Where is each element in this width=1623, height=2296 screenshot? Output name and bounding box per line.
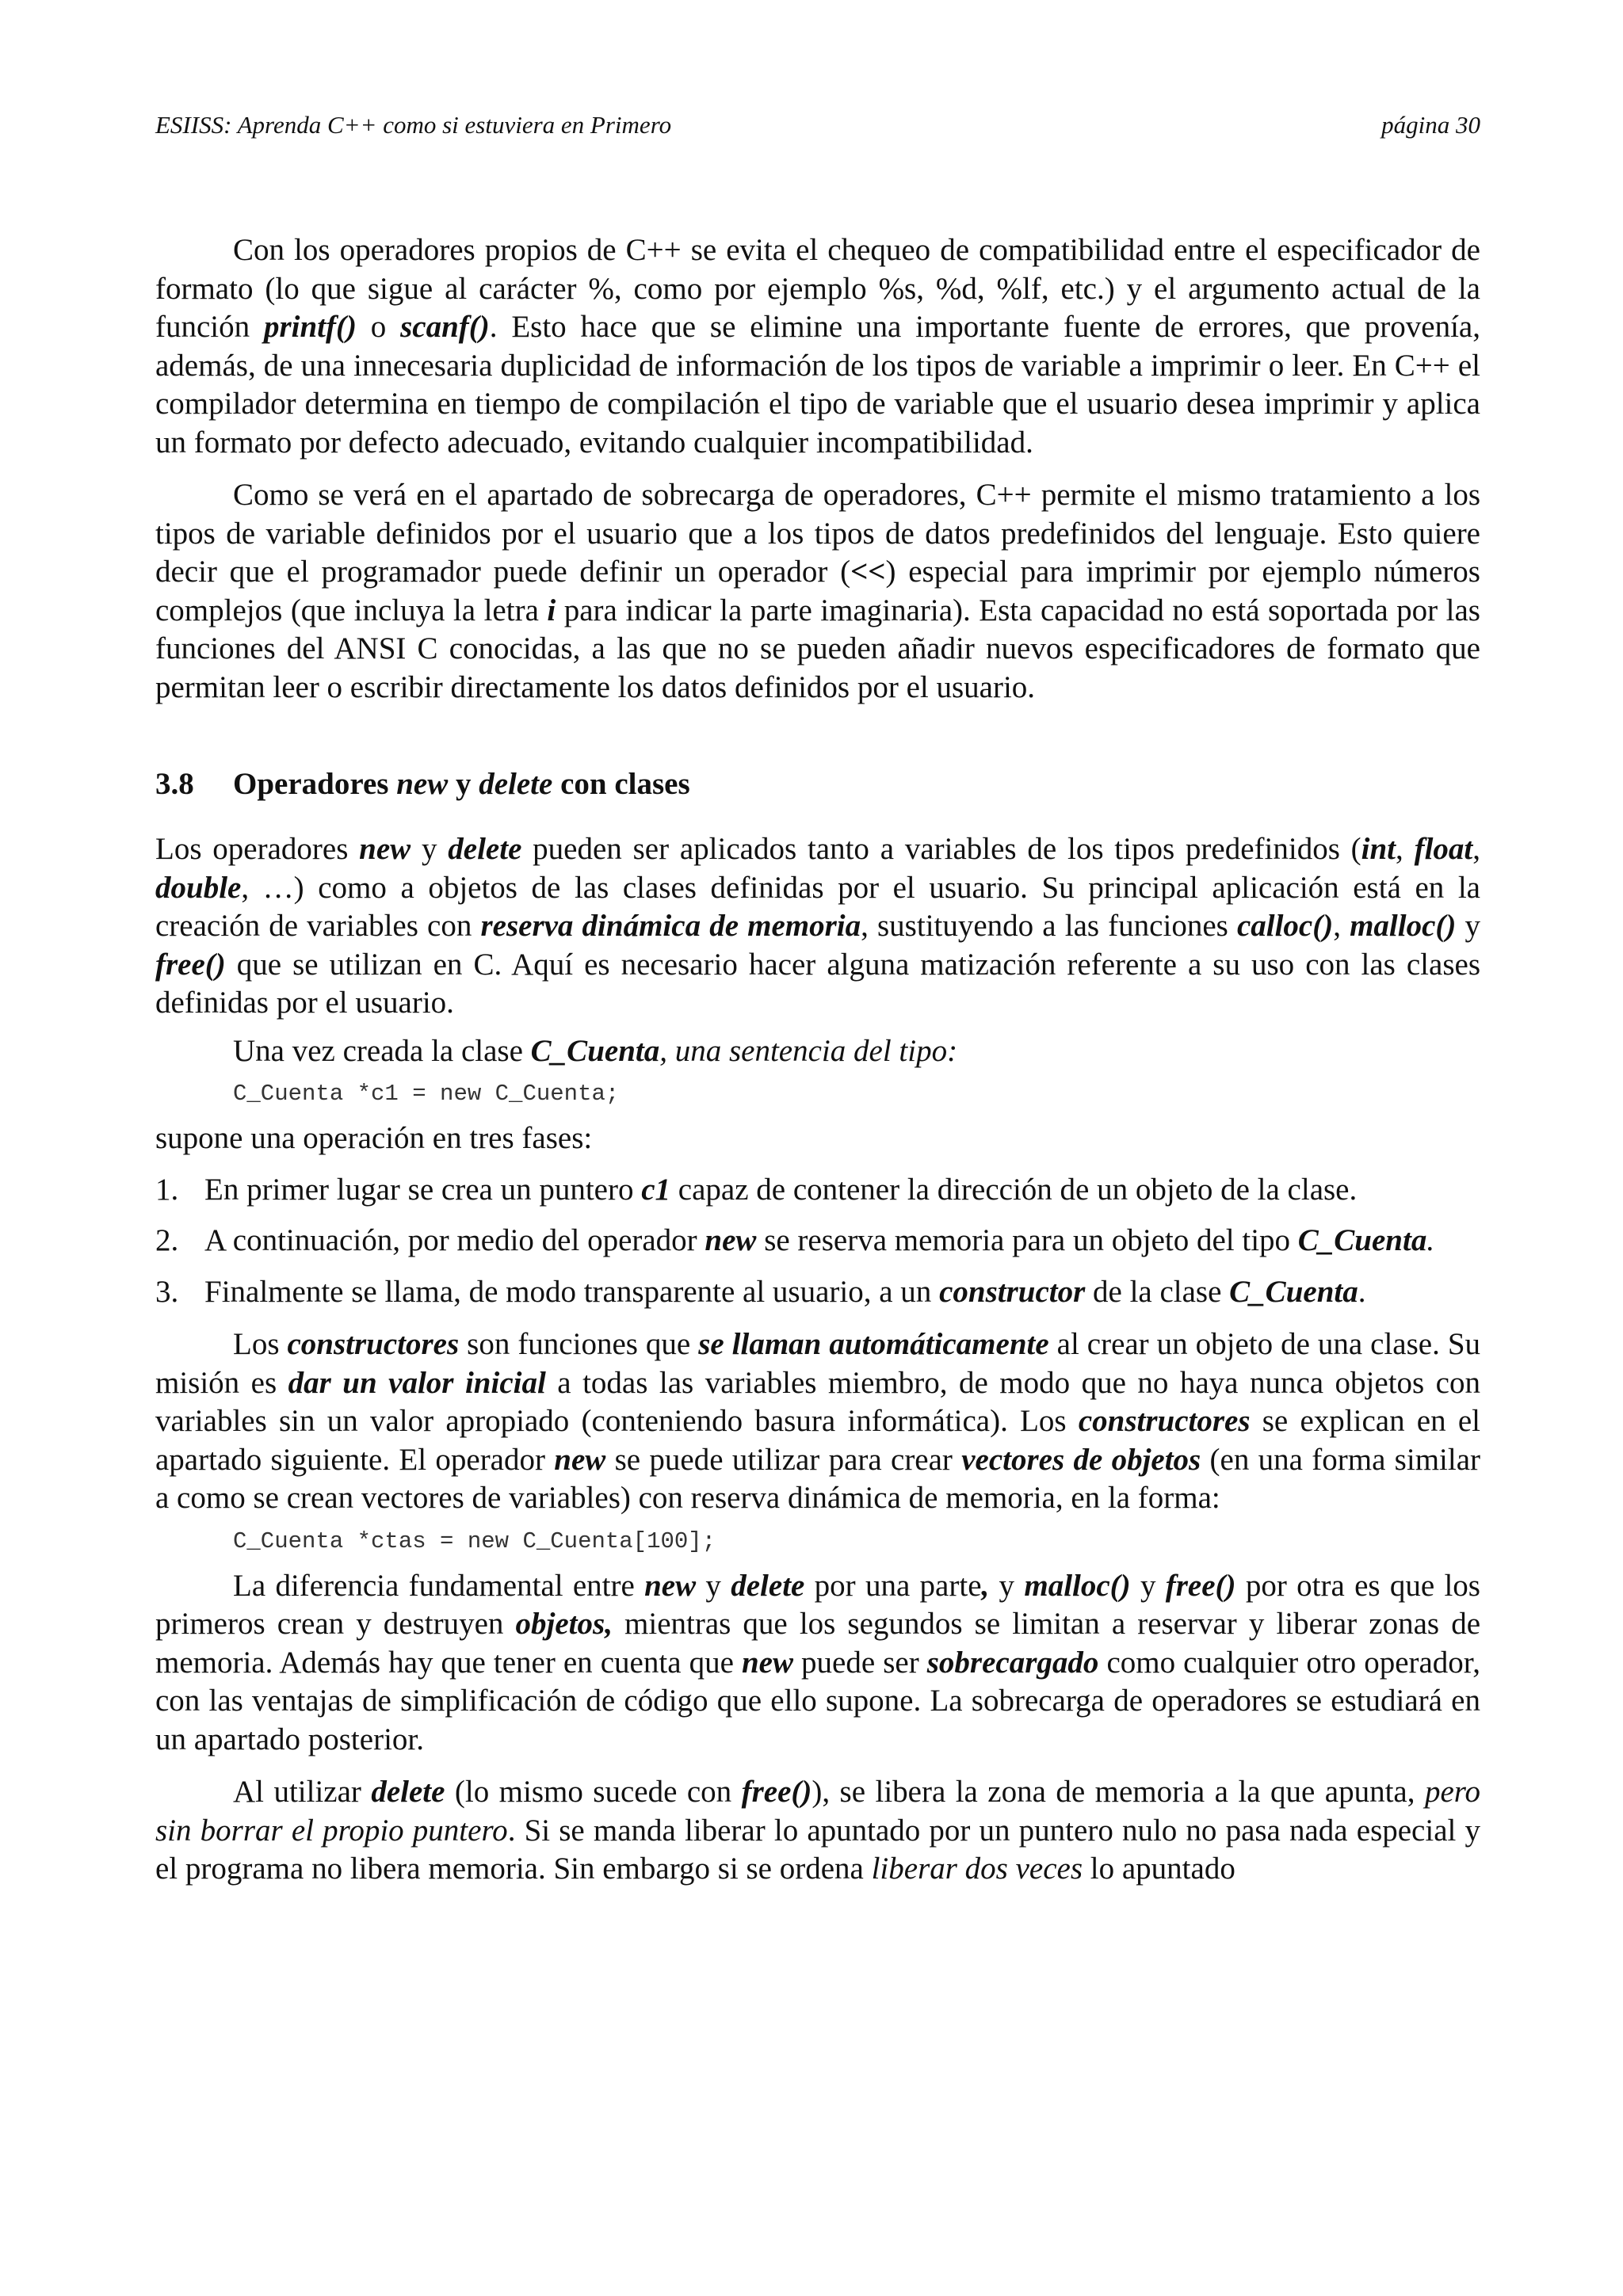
paragraph-4: Una vez creada la clase C_Cuenta, una sentencia del tipo: xyxy=(233,1033,958,1068)
section-title: Operadores new y delete con clases xyxy=(233,767,690,801)
paragraph-3: Los operadores new y delete pueden ser aplicados tanto a variables de los tipos predefinidos (int, float, double, …) como a objetos de las clases definidas por el usuario. Su principal aplicación está en la creación de variables con reserva dinámica de memoria, sustituyendo a las funciones calloc(), malloc() y free() que se utilizan en C. Aquí es necesario hacer alguna matización referente a su uso con las clases definidas por el usuario. xyxy=(155,832,1481,1020)
list-item: 2. A continuación, por medio del operador new se reserva memoria para un objeto del tipo C_Cuenta. xyxy=(155,1223,1435,1257)
page-header xyxy=(155,111,1480,139)
paragraph-5: supone una operación en tres fases: xyxy=(155,1121,593,1155)
header-page-number: página 30 xyxy=(1381,111,1480,139)
section-heading xyxy=(155,765,1480,803)
code-snippet-2: C_Cuenta *ctas = new C_Cuenta[100]; xyxy=(233,1527,716,1554)
paragraph-8: Al utilizar delete (lo mismo sucede con free()), se libera la zona de memoria a la que apunta, pero sin borrar el propio puntero. Si se manda liberar lo apuntado por un puntero nulo no pasa nada especial y el programa no libera memoria. Sin embargo si se ordena liberar dos veces lo apuntado xyxy=(155,1775,1480,1886)
list-item: 1. En primer lugar se crea un puntero c1 capaz de contener la dirección de un objeto de la clase. xyxy=(155,1172,1358,1207)
code-snippet-1: C_Cuenta *c1 = new C_Cuenta; xyxy=(233,1081,620,1107)
page-content xyxy=(155,231,1480,1889)
paragraph-7: La diferencia fundamental entre new y delete por una parte, y malloc() y free() por otra es que los primeros crean y destruyen objetos, mientras que los segundos se limitan a reservar y liberar zonas de memoria. Además hay que tener en cuenta que new puede ser sobrecargado como cualquier otro operador, con las ventajas de simplificación de código que ello supone. La sobrecarga de operadores se estudiará en un apartado posterior. xyxy=(155,1568,1481,1756)
section-number: 3.8 xyxy=(155,767,194,801)
paragraph-2: Como se verá en el apartado de sobrecarga de operadores, C++ permite el mismo tratamiento a los tipos de variable definidos por el usuario que a los tipos de datos predefinidos del lenguaje. Esto quiere decir que el programador puede definir un operador (<<) especial para imprimir por ejemplo números complejos (que incluya la letra i para indicar la parte imaginaria). Esta capacidad no está soportada por las funciones del ANSI C conocidas, a las que no se pueden añadir nuevos especificadores de formato que permitan leer o escribir directamente los datos definidos por el usuario. xyxy=(155,478,1480,704)
paragraph-6: Los constructores son funciones que se llaman automáticamente al crear un objeto de una clase. Su misión es dar un valor inicial a todas las variables miembro, de modo que no haya nunca objetos con variables sin un valor apropiado (conteniendo basura informática). Los constructores se explican en el apartado siguiente. El operador new se puede utilizar para crear vectores de objetos (en una forma similar a como se crean vectores de variables) con reserva dinámica de memoria, en la forma: xyxy=(155,1327,1481,1515)
header-title: ESIISS: Aprenda C++ como si estuviera en Primero xyxy=(155,111,672,139)
paragraph-1: Con los operadores propios de C++ se evita el chequeo de compatibilidad entre el especificador de formato (lo que sigue al carácter %, como por ejemplo %s, %d, %lf, etc.) y el argumento actual de la función printf() o scanf(). Esto hace que se elimine una importante fuente de errores, que provenía, además, de una innecesaria duplicidad de información de los tipos de variable a imprimir o leer. En C++ el compilador determina en tiempo de compilación el tipo de variable que el usuario desea imprimir y aplica un formato por defecto adecuado, evitando cualquier incompatibilidad. xyxy=(155,233,1480,460)
list-item: 3. Finalmente se llama, de modo transparente al usuario, a un constructor de la clase C_Cuenta. xyxy=(155,1274,1366,1309)
